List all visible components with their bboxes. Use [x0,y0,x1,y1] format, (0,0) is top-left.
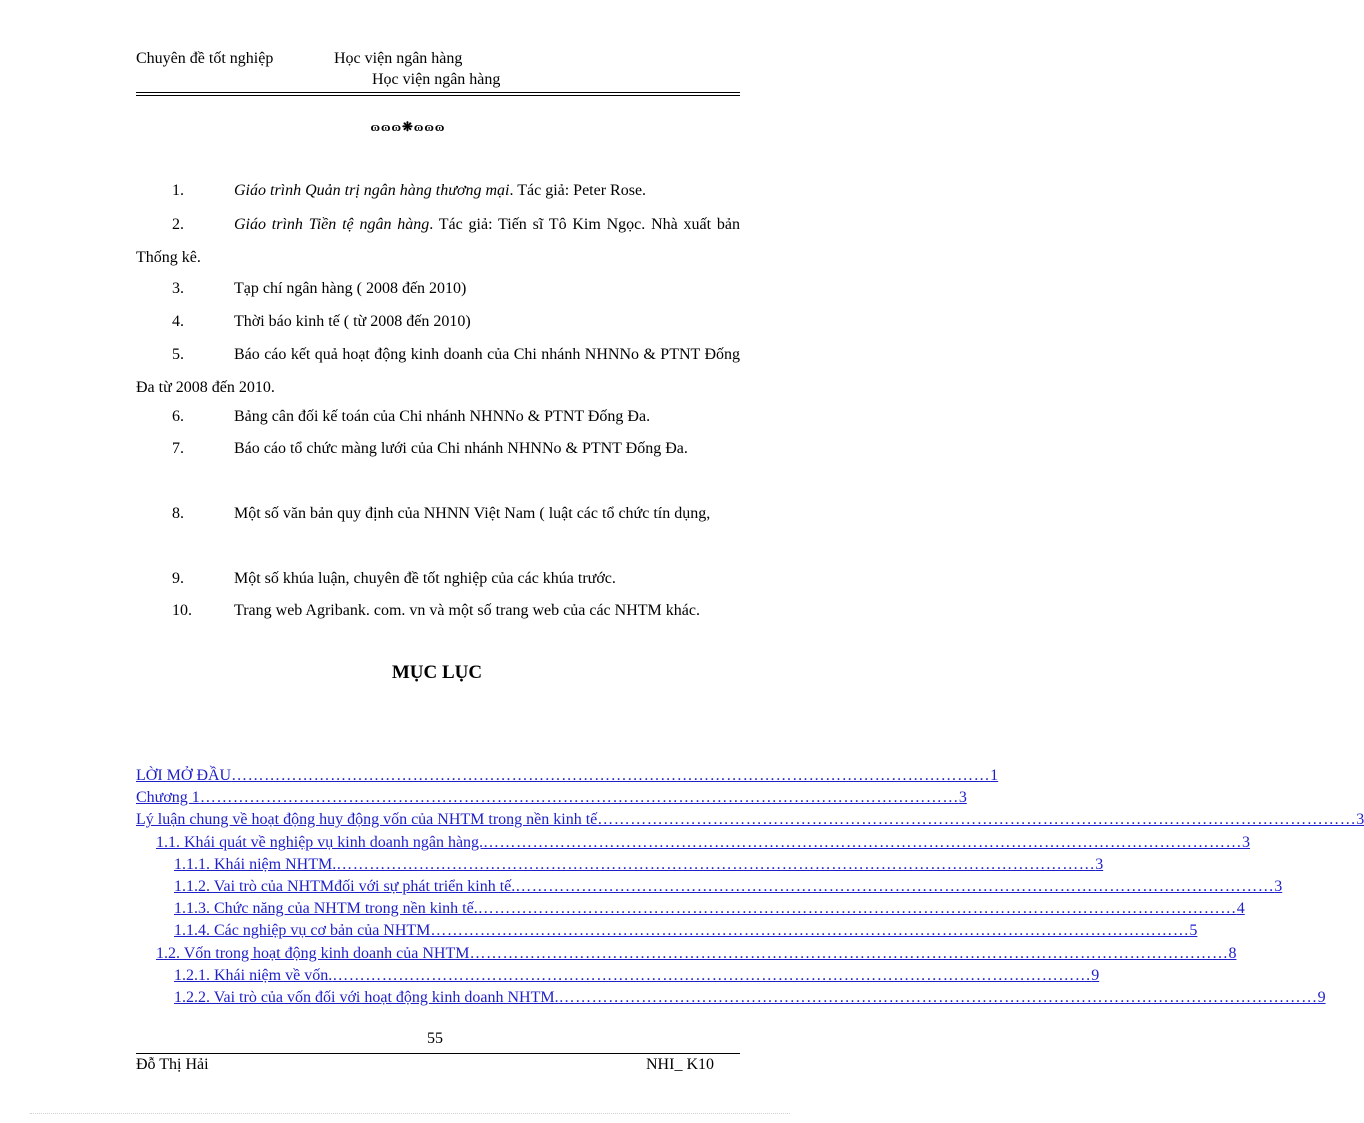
reference-number: 9. [172,570,184,587]
toc-entry-label: 1.1.4. Các nghiệp vụ cơ bản của NHTM [174,922,431,940]
toc-leader-dots: ………………………………………………………………………………………………………………………… [558,988,1318,1006]
toc-leader-dots: ………………………………………………………………………………………………………………………… [597,811,1357,829]
reference-item [136,497,740,530]
reference-text: Bảng cân đối kế toán của Chi nhánh NHNNo & PTNT Đống Đa. [234,408,651,425]
toc-entry-label: 1.2.2. Vai trò của vốn đối với hoạt động kinh doanh NHTM. [174,988,559,1006]
reference-text: Thời báo kinh tế ( từ 2008 đến 2010) [234,313,471,330]
header-rule-double [136,95,740,96]
reference-text: . Tác giả: Peter Rose. [509,182,647,199]
toc-entry-page: 3 [1356,811,1364,829]
toc-entry-page: 3 [1095,855,1104,873]
toc-entry[interactable] [136,965,1100,987]
reference-number: 4. [172,313,184,330]
toc-entry[interactable] [136,920,1198,942]
reference-number: 1. [172,182,184,199]
reference-number: 3. [172,280,184,297]
header-institution-repeat: Học viện ngân hàng [372,71,501,88]
reference-text: Một số khúa luận, chuyên đề tốt nghiệp của các khúa trước. [234,570,616,587]
reference-item [136,400,740,433]
toc-leader-dots: ………………………………………………………………………………………………………………………… [430,922,1190,940]
reference-number: 8. [172,505,184,522]
toc-entry[interactable] [136,809,1364,831]
toc-entry[interactable] [136,765,999,787]
page-number: 55 [427,1030,443,1047]
toc-leader-dots: ………………………………………………………………………………………………………………………… [515,877,1275,895]
reference-item [136,594,740,627]
table-of-contents [136,765,1364,1009]
toc-entry-label: 1.1.2. Vai trò của NHTMđối với sự phát triển kinh tế. [174,877,516,895]
reference-title: Giáo trình Tiền tệ ngân hàng [234,216,430,233]
toc-entry-label: 1.1.3. Chức năng của NHTM trong nền kinh tế. [174,900,478,918]
toc-entry-label: Chương 1 [136,789,200,807]
toc-entry[interactable] [136,787,967,809]
toc-heading: MỤC LỤC [391,662,483,683]
reference-text: Trang web Agribank. com. vn và một số trang web của các NHTM khác. [234,602,700,619]
toc-leader-dots: ………………………………………………………………………………………………………………………… [231,767,991,784]
reference-number: 10. [172,602,192,619]
reference-item [136,174,740,207]
ornament-divider: ɷɷɷ❋ɷɷɷ [370,119,446,134]
toc-entry-label: 1.1. Khái quát về nghiệp vụ kinh doanh ngân hàng. [156,833,484,851]
toc-entry-page: 3 [1274,877,1283,895]
toc-leader-dots: ………………………………………………………………………………………………………………………… [336,855,1096,873]
reference-item [136,272,740,305]
reference-text: Báo cáo tổ chức màng lưới của Chi nhánh NHNNo & PTNT Đống Đa. [234,440,688,457]
reference-text: Tạp chí ngân hàng ( 2008 đến 2010) [234,280,467,297]
toc-entry[interactable] [136,854,1104,876]
toc-entry-page: 8 [1228,944,1237,962]
header-rule [136,92,740,93]
reference-number: 5. [172,346,184,363]
toc-entry[interactable] [136,987,1326,1009]
toc-entry[interactable] [136,898,1245,920]
reference-item [136,562,740,595]
reference-text: Báo cáo kết quả hoạt động kinh doanh của Chi nhánh NHNNo & PTNT Đống Đa từ 2008 đến 2010. [136,346,740,396]
toc-leader-dots: ………………………………………………………………………………………………………………………… [199,789,959,807]
reference-text: Một số văn bản quy định của NHNN Việt Nam ( luật các tổ chức tín dụng, [234,505,711,522]
toc-leader-dots: ………………………………………………………………………………………………………………………… [483,833,1243,851]
reference-text: . Tác giả: Tiến sĩ Tô Kim Ngọc. Nhà xuất bản Thống kê. [136,216,740,266]
toc-entry-page: 1 [990,767,999,784]
toc-entry[interactable] [136,943,1237,965]
toc-leader-dots: ………………………………………………………………………………………………………………………… [477,900,1237,918]
toc-entry-label: 1.2.1. Khái niệm về vốn. [174,966,333,984]
reference-item [136,305,740,338]
page-bottom-divider [30,1113,790,1114]
toc-entry-page: 5 [1189,922,1198,940]
header-institution: Học viện ngân hàng [334,50,463,67]
toc-entry-page: 9 [1091,966,1100,984]
reference-number: 6. [172,408,184,425]
footer-author: Đỗ Thị Hải [136,1056,209,1073]
reference-number: 7. [172,440,184,457]
toc-leader-dots: ………………………………………………………………………………………………………………………… [469,944,1229,962]
reference-title: Giáo trình Quản trị ngân hàng thương mại [234,182,510,199]
reference-item [136,208,740,274]
toc-leader-dots: ………………………………………………………………………………………………………………………… [332,966,1092,984]
footer-rule [136,1053,740,1054]
toc-entry-page: 3 [1242,833,1251,851]
header-left-text: Chuyên đề tốt nghiệp [136,50,274,67]
toc-entry-page: 9 [1317,988,1326,1006]
toc-entry-label: Lý luận chung về hoạt động huy động vốn của NHTM trong nền kinh tế [136,811,598,829]
reference-number: 2. [172,216,184,233]
toc-entry-label: 1.2. Vốn trong hoạt động kinh doanh của NHTM [156,944,470,962]
footer-class: NHI_ K10 [646,1056,714,1073]
toc-entry[interactable] [136,876,1283,898]
toc-entry[interactable] [136,832,1251,854]
reference-item [136,338,740,404]
toc-entry-page: 3 [958,789,967,807]
toc-entry-label: 1.1.1. Khái niệm NHTM. [174,855,337,873]
toc-entry-page: 4 [1236,900,1245,918]
reference-item [136,432,740,465]
toc-entry-label: LỜI MỞ ĐẦU [136,767,232,784]
